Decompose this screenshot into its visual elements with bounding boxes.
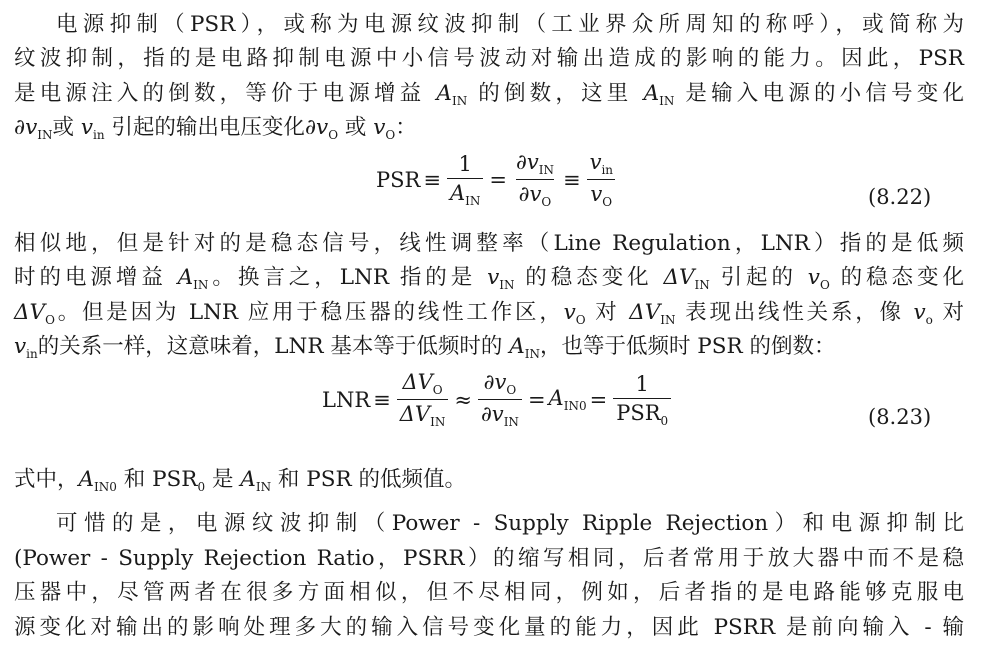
text-line: $v_{in}$的关系一样，这意味着，LNR 基本等于低频时的 $A_{IN}$，也等于低频时 PSR 的倒数： [14, 334, 836, 361]
fraction: $\frac{\partial v_{IN}}{\partial v_O}$ [515, 150, 554, 209]
fraction: $\frac{\partial v_O}{\partial v_{IN}}$ [478, 370, 522, 429]
text-line: 纹波抑制，指的是电路抑制电源中小信号波动对输出造成的影响的能力。因此，PSR [14, 46, 964, 71]
equation-number: (8.22) [868, 185, 932, 209]
fraction: $\frac{1}{PSR_0}$ [613, 372, 671, 428]
text-line: 是电源注入的倒数，等价于电源增益 $A_{IN}$ 的倒数，这里 $A_{IN}$ 是输入电源的小信号变化 [14, 81, 964, 108]
equation-lnr: LNR ≡ $\frac{\Delta V_O}{\Delta V_{IN}}$ ≈ $\frac{\partial v_O}{\partial v_{IN}}$ = $A_{IN0}$ = $\frac{1}{PSR_0}$ [322, 370, 674, 429]
fraction: $\frac{\Delta V_O}{\Delta V_{IN}}$ [397, 370, 449, 429]
text-line: $\partial v_{IN}$或 $v_{in}$ 引起的输出电压变化$\partial v_O$ 或 $v_O$： [14, 115, 417, 142]
text-line: 相似地，但是针对的是稳态信号，线性调整率（Line Regulation，LNR）指的是低频 [14, 231, 964, 256]
fraction: $\frac{1}{A_{IN}}$ [447, 152, 483, 208]
text-line: $\Delta V_O$。但是因为 LNR 应用于稳压器的线性工作区，$v_O$ 对 $\Delta V_{IN}$ 表现出线性关系，像 $v_o$ 对 [14, 300, 965, 327]
fraction: $\frac{v_{in}}{v_O}$ [587, 150, 616, 209]
text-line: 可惜的是，电源纹波抑制（Power - Supply Ripple Rejection）和电源抑制比 [56, 511, 964, 536]
text-line: 压器中，尽管两者在很多方面相似，但不尽相同，例如，后者指的是电路能够克服电 [14, 580, 964, 605]
text-line: 电源抑制（PSR），或称为电源纹波抑制（工业界众所周知的称呼），或简称为 [56, 12, 964, 37]
text-line: 源变化对输出的影响处理多大的输入信号变化量的能力，因此 PSRR 是前向输入 - 输 [14, 615, 964, 640]
equation-number: (8.23) [868, 405, 932, 429]
text-line: (Power - Supply Rejection Ratio，PSRR）的缩写相同，后者常用于放大器中而不是稳 [14, 546, 964, 571]
text-line: 式中，$A_{IN0}$ 和 $PSR_0$ 是 $A_{IN}$ 和 PSR 的低频值。 [14, 467, 466, 494]
text-line: 时的电源增益 $A_{IN}$。换言之，LNR 指的是 $v_{IN}$ 的稳态变化 $\Delta V_{IN}$ 引起的 $v_O$ 的稳态变化 [14, 265, 964, 292]
equation-psr: PSR ≡ $\frac{1}{A_{IN}}$ = $\frac{\partial v_{IN}}{\partial v_O}$ ≡ $\frac{v_{in}}{v_O}$ [376, 150, 619, 209]
